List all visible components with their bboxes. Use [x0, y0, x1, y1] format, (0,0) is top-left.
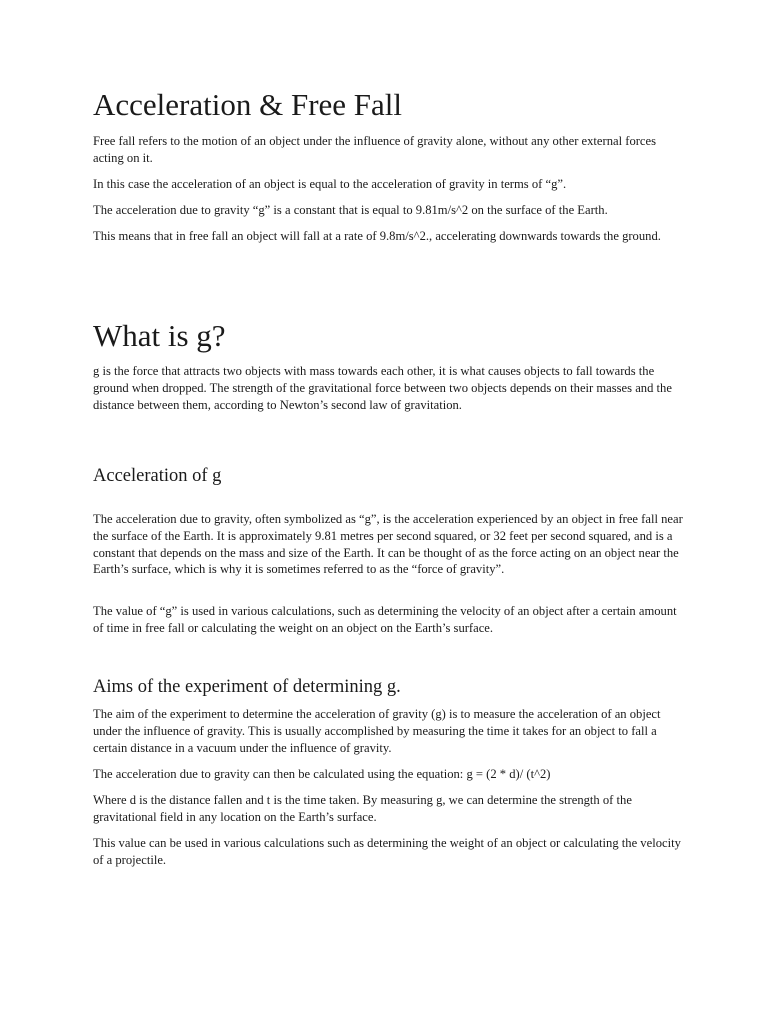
heading-what-is-g: What is g? [93, 318, 226, 353]
paragraph-value-uses: This value can be used in various calculations such as determining the weight of an object or calculating the velocity of a projectile. [93, 836, 681, 867]
paragraph-g-equation: The acceleration due to gravity can then be calculated using the equation: g = (2 * d)/ (t^2) [93, 767, 551, 781]
heading-aims-of-experiment: Aims of the experiment of determining g. [93, 677, 401, 697]
paragraph-free-fall-rate: This means that in free fall an object will fall at a rate of 9.8m/s^2., accelerating downwards towards the ground. [93, 229, 661, 243]
heading-acceleration-free-fall: Acceleration & Free Fall [93, 87, 403, 122]
paragraph-aim-of-experiment: The aim of the experiment to determine the acceleration of gravity (g) is to measure the acceleration of an object under the influence of gravity. This is usually accomplished by measuring the time it takes for an object to fall a certain distance in a vacuum under the influence of gravity. [93, 707, 661, 755]
paragraph-distance-time: Where d is the distance fallen and t is the time taken. By measuring g, we can determine the strength of the gravitational field in any location on the Earth’s surface. [93, 793, 632, 824]
heading-acceleration-of-g: Acceleration of g [93, 466, 222, 486]
paragraph-what-is-g: g is the force that attracts two objects with mass towards each other, it is what causes objects to fall towards the ground when dropped. The strength of the gravitational force between two objects depends on their masses and the distance between them, according to Newton’s second law of gravitation. [93, 364, 672, 412]
paragraph-acceleration-equals-g: In this case the acceleration of an object is equal to the acceleration of gravity in terms of “g”. [93, 177, 567, 191]
paragraph-acceleration-of-g: The acceleration due to gravity, often symbolized as “g”, is the acceleration experienced by an object in free fall near the surface of the Earth. It is approximately 9.81 metres per second squared, or 32 feet per second squared, and is a constant that depends on the mass and size of the Earth. It can be thought of as the force acting on an object near the Earth’s surface, which is why it is sometimes referred to as the “force of gravity”. [93, 512, 683, 577]
paragraph-g-constant: The acceleration due to gravity “g” is a constant that is equal to 9.81m/s^2 on the surface of the Earth. [93, 203, 608, 217]
paragraph-free-fall-definition: Free fall refers to the motion of an object under the influence of gravity alone, without any other external forces acting on it. [93, 134, 657, 165]
paragraph-value-of-g: The value of “g” is used in various calculations, such as determining the velocity of an object after a certain amount of time in free fall or calculating the weight on an object on the Earth’s surface. [93, 604, 677, 635]
